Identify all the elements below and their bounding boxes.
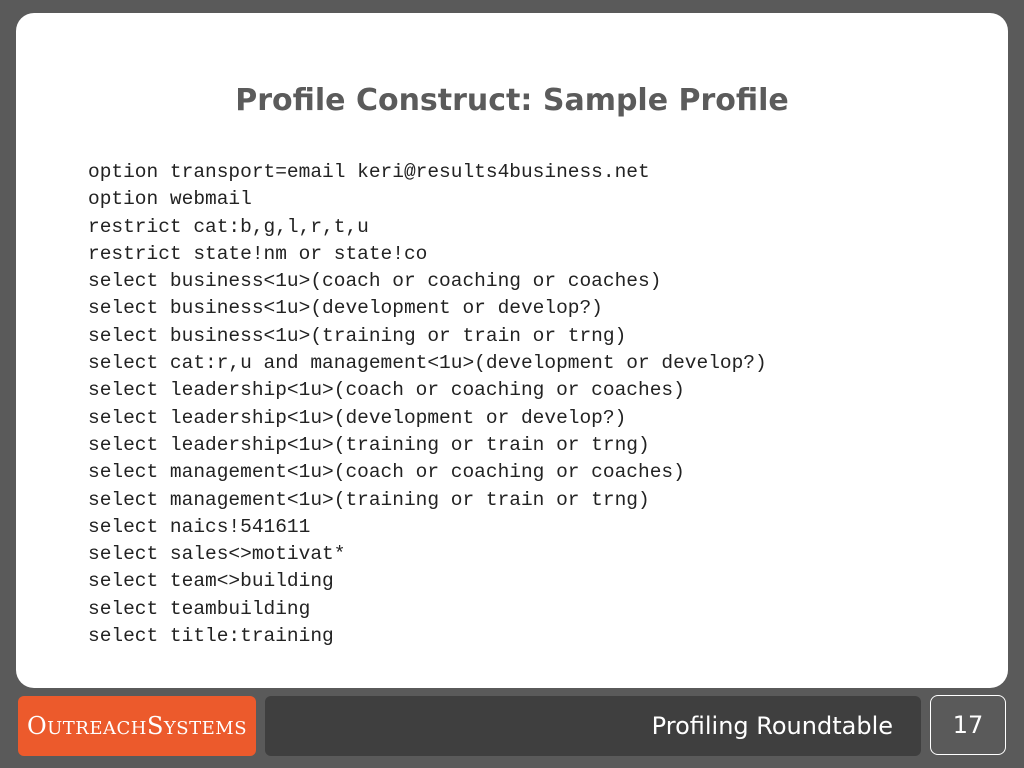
- logo-initial-o: O: [26, 712, 48, 740]
- code-line: select business<1u>(coach or coaching or coaches): [88, 270, 662, 293]
- code-line: restrict state!nm or state!co: [88, 242, 428, 265]
- profile-code-block: [88, 159, 767, 650]
- logo-ystems: YSTEMS: [163, 718, 248, 739]
- code-line: select title:training: [88, 625, 334, 648]
- logo-initial-s: S: [146, 712, 164, 740]
- code-line: select business<1u>(development or develop?): [88, 297, 603, 320]
- code-line: select sales<>motivat*: [88, 543, 346, 566]
- footer-title-bar: [265, 696, 921, 756]
- presentation-title: Profiling Roundtable: [651, 712, 893, 740]
- code-line: select team<>building: [88, 570, 334, 593]
- outreach-systems-logo: [18, 696, 256, 756]
- page-number-box: [930, 695, 1006, 755]
- code-line: option webmail: [88, 188, 252, 211]
- code-line: select naics!541611: [88, 515, 311, 538]
- code-line: restrict cat:b,g,l,r,t,u: [88, 215, 369, 238]
- code-line: select management<1u>(coach or coaching or coaches): [88, 461, 685, 484]
- code-line: select leadership<1u>(development or develop?): [88, 406, 627, 429]
- code-line: select leadership<1u>(training or train or trng): [88, 433, 650, 456]
- logo-utreach: UTREACH: [47, 718, 147, 739]
- code-line: select teambuilding: [88, 597, 311, 620]
- slide-title: Profile Construct: Sample Profile: [235, 83, 789, 118]
- logo-wordmark: [27, 712, 247, 740]
- code-line: select management<1u>(training or train or trng): [88, 488, 650, 511]
- code-line: select cat:r,u and management<1u>(development or develop?): [88, 352, 767, 375]
- code-line: select business<1u>(training or train or trng): [88, 324, 627, 347]
- page-number: 17: [952, 711, 984, 739]
- code-line: option transport=email keri@results4business.net: [88, 161, 650, 183]
- code-line: select leadership<1u>(coach or coaching or coaches): [88, 379, 685, 402]
- content-card: [16, 13, 1008, 688]
